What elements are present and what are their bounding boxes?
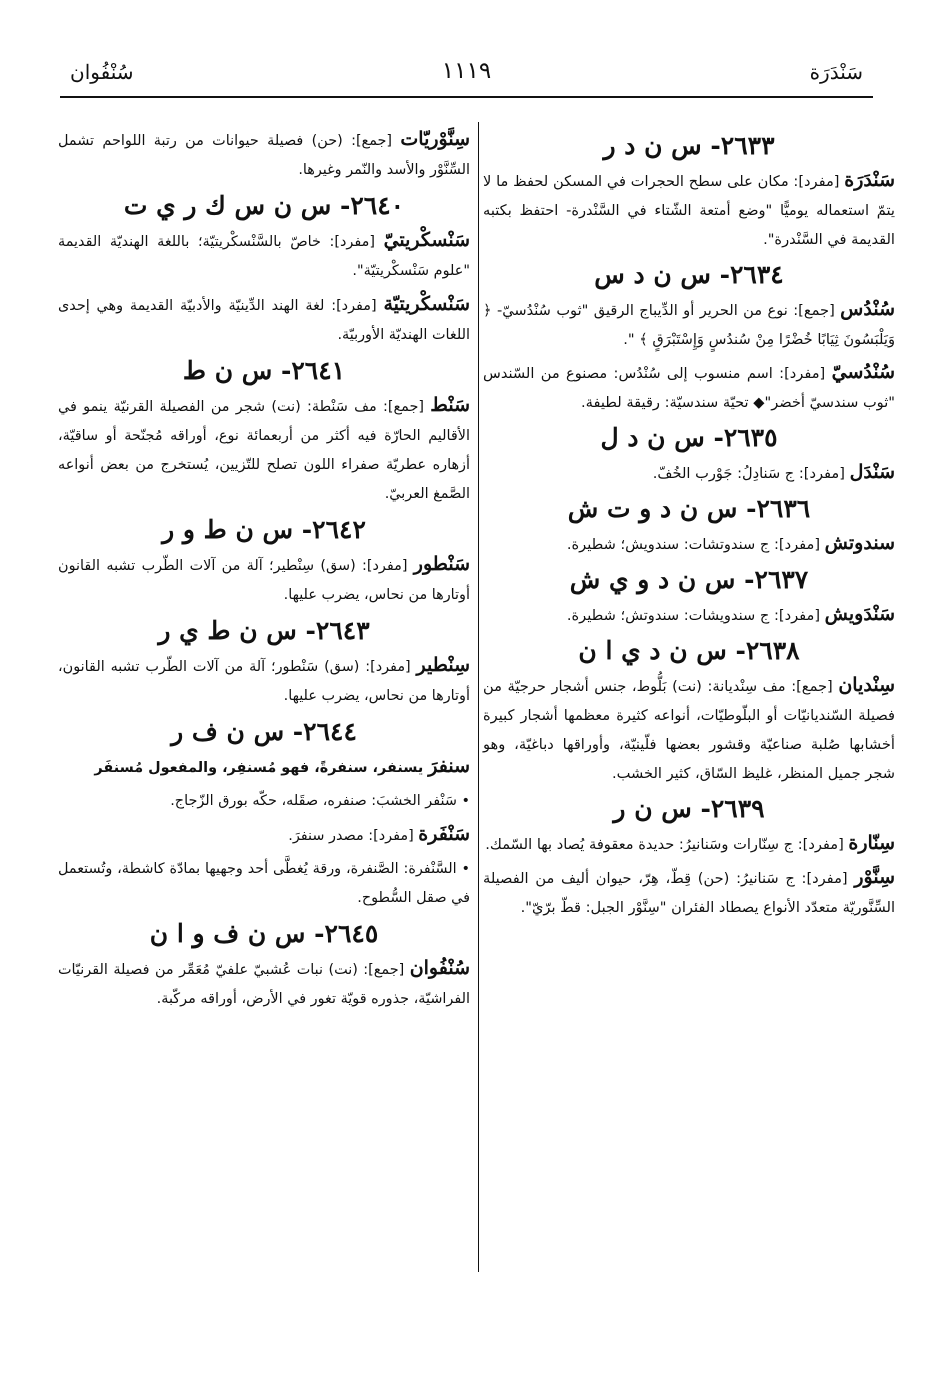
right-column bbox=[483, 125, 895, 926]
entry-definition: [مفرد]: ج سندويشات: سندوتش؛ شطيرة. bbox=[566, 607, 825, 624]
entry-definition: [مفرد]: ج سندوتشات: سندويش؛ شطيرة. bbox=[566, 536, 825, 553]
dictionary-entry bbox=[58, 391, 470, 509]
entry-headword: سِنّارة bbox=[848, 832, 895, 854]
entry-definition: [جمع]: نوع من الحرير أو الدِّيباج الرقيق "ثوب سُنْدُسيّ- ﴿ وَيَلْبَسُونَ ثِيَابًا خُضْرًا مِنْ سُندُسٍ وَإِسْتَبْرَقٍ ﴾ ". bbox=[483, 302, 895, 348]
entry-definition: [جمع]: (حن) فصيلة حيوانات من رتبة اللواحم تشمل السِّنَّوْر والأسد والنّمر وغيرها. bbox=[58, 133, 470, 178]
dictionary-entry bbox=[58, 855, 470, 913]
entry-headword: سِنَّوْر bbox=[854, 866, 895, 888]
entry-definition: [مفرد]: ج سَنادِلُ: جَوْرب الخُفّ. bbox=[652, 465, 850, 482]
entry-headword: سُنْدُس bbox=[840, 298, 895, 320]
entry-definition: [جمع]: مف سَنْطة: (نت) شجر من الفصيلة القرنيّة ينمو في الأقاليم الحارّة فيه أكثر من أربعمائة نوع، أوراقه مُجنّحة أو ساقيّة، أزهاره عطريّة صفراء اللون تصلح للتّزيين، يُستخرج من بعض أنواعه الصَّمغ العربيّ. bbox=[58, 399, 470, 502]
header-guide-word-right: سَنْدَرَة bbox=[809, 60, 863, 84]
dictionary-entry bbox=[58, 787, 470, 816]
entry-headword: سُنْدُسيّ bbox=[831, 361, 895, 383]
entry-definition: [مفرد]: لغة الهند الدِّينيّة والأدبيّة القديمة وهي إحدى اللغات الهنديّة الأوربيّة. bbox=[58, 298, 470, 343]
dictionary-entry bbox=[58, 752, 470, 783]
entry-headword: سُنْفُوان bbox=[409, 957, 470, 979]
root-heading: ٢٦٤٥- س ن ف و ا ن bbox=[149, 919, 379, 948]
column-divider bbox=[478, 122, 479, 1272]
entry-headword: سَنْسكْريتيّة bbox=[383, 293, 470, 315]
dictionary-entry bbox=[58, 651, 470, 711]
dictionary-entry bbox=[58, 954, 470, 1014]
root-heading: ٢٦٤٤- س ن ف ر bbox=[171, 717, 357, 746]
entry-definition: يسنفر، سنفرةً، فهو مُسنفِر، والمفعول مُسنفَر bbox=[94, 760, 429, 776]
entry-definition: [مفرد]: خاصّ بالسَّنْسكْريتيّة؛ باللغة الهنديّة القديمة "علوم سَنْسكْريتيّة". bbox=[58, 234, 470, 279]
root-heading: ٢٦٣٣- س ن د ر bbox=[603, 131, 775, 160]
dictionary-entry bbox=[58, 125, 470, 185]
page-header bbox=[60, 52, 873, 98]
dictionary-entry bbox=[483, 458, 895, 488]
dictionary-entry bbox=[483, 295, 895, 354]
entry-headword: سنفرَ bbox=[428, 755, 470, 777]
entry-headword: سَنْطور bbox=[413, 553, 470, 575]
entry-definition: [مفرد]: اسم منسوب إلى سُنْدُس: مصنوع من السّندس "ثوب سندسيّ أخضر"◆ تحيّة سندسيّة: رقيقة لطيفة. bbox=[483, 365, 895, 411]
root-heading: ٢٦٤١- س ن ط bbox=[182, 356, 346, 385]
entry-headword: سِنَّوْريّات bbox=[400, 128, 470, 150]
entry-headword: سَنْط bbox=[430, 394, 470, 416]
dictionary-entry bbox=[483, 529, 895, 559]
entry-definition: • سَنْفر الخشبَ: صنفره، صقَله، حكّه بورق الزّجاج. bbox=[170, 793, 470, 809]
left-column bbox=[58, 125, 470, 1018]
entry-definition: • السَّنْفرة: الصَّنفرة، ورقة يُغطَّى أحد وجهيها بمادّة كاشطة، وتُستعمل في صقل السُّطوح. bbox=[58, 861, 470, 906]
root-heading: ٢٦٣٦- س ن د و ت ش bbox=[567, 494, 811, 523]
entry-definition: [جمع]: مف سِنْديانة: (نت) بَلُّوط، جنس أشجار حرجيّة من فصيلة السّنديانيّات أو البلّوطيّات، أنواعه كثيرة معظمها أشجار كبيرة أخشابها صُلبة صناعيّة وقشور بعضها فلّينيّة، وأوراقها دباغيّة، وهو شجر جميل المنظر، غليظ السّاق، كثير الخشب. bbox=[483, 678, 895, 782]
entry-definition: [مفرد]: مصدر سنفرَ. bbox=[288, 828, 419, 844]
entry-headword: سَنْدَل bbox=[849, 461, 895, 483]
dictionary-entry bbox=[483, 863, 895, 922]
dictionary-entry bbox=[483, 358, 895, 417]
dictionary-entry bbox=[483, 671, 895, 788]
entry-headword: سِنْديان bbox=[838, 674, 895, 696]
entry-definition: [مفرد]: ج سِنّارات وسَنانيرُ: حديدة معقوفة يُصاد بها السّمك. bbox=[485, 836, 849, 853]
dictionary-entry bbox=[483, 829, 895, 859]
entry-definition: [مفرد]: مكان على سطح الحجرات في المسكن لحفظ ما لا يتمّ استعماله يوميًّا "وضع أمتعة الشّتاء في السَّنْدرة- احتفظ بكتبه القديمة في السَّنْدرة". bbox=[483, 173, 895, 248]
header-guide-word-left: سُنْفُوان bbox=[70, 60, 134, 84]
dictionary-entry bbox=[58, 820, 470, 851]
dictionary-entry bbox=[58, 290, 470, 350]
dictionary-entry bbox=[483, 166, 895, 254]
entry-headword: سِنْطير bbox=[416, 654, 470, 676]
entry-headword: سندوتش bbox=[824, 532, 895, 554]
root-heading: ٢٦٤٣- س ن ط ي ر bbox=[158, 616, 370, 645]
entry-definition: [مفرد]: (سق) سَنْطور؛ آلة من آلات الطّرب تشبه القانون، أوتارها من نحاس، يضرب عليها. bbox=[58, 659, 470, 704]
entry-definition: [جمع]: (نت) نبات عُشبيّ علفيّ مُعَمِّر من فصيلة القرنيّات الفراشيّة، جذوره قويّة تغور في الأرض، أوراقه مركّبة. bbox=[58, 962, 470, 1007]
root-heading: ٢٦٣٨- س ن د ي ا ن bbox=[578, 636, 800, 665]
root-heading: ٢٦٣٥- س ن د ل bbox=[600, 423, 778, 452]
root-heading: ٢٦٣٧- س ن د و ي ش bbox=[569, 565, 809, 594]
dictionary-entry bbox=[483, 600, 895, 630]
entry-definition: [مفرد]: (سق) سِنْطير؛ آلة من آلات الطّرب تشبه القانون أوتارها من نحاس، يضرب عليها. bbox=[58, 558, 470, 603]
root-heading: ٢٦٤٠- س ن س ك ر ي ت bbox=[123, 191, 405, 220]
dictionary-entry bbox=[58, 550, 470, 610]
root-heading: ٢٦٣٤- س ن د س bbox=[594, 260, 784, 289]
entry-headword: سَنْدَرَة bbox=[844, 169, 895, 191]
root-heading: ٢٦٤٢- س ن ط و ر bbox=[162, 515, 366, 544]
entry-headword: سَنْدَويش bbox=[824, 603, 895, 625]
entry-definition: [مفرد]: ج سَنانيرُ: (حن) قِطّ، هِرّ، حيوان أليف من الفصيلة السِّنَّوريّة متعدّد الأنواع يصطاد الفئران "سِنَّوْر الجبل: قطّ برّيّ". bbox=[483, 870, 895, 916]
page-number: ١١١٩ bbox=[441, 58, 492, 84]
header-rule bbox=[60, 96, 873, 98]
entry-headword: سَنْفَرة bbox=[418, 823, 470, 845]
entry-headword: سَنْسكْريتيّ bbox=[383, 229, 470, 251]
dictionary-entry bbox=[58, 226, 470, 286]
root-heading: ٢٦٣٩- س ن ر bbox=[613, 794, 765, 823]
